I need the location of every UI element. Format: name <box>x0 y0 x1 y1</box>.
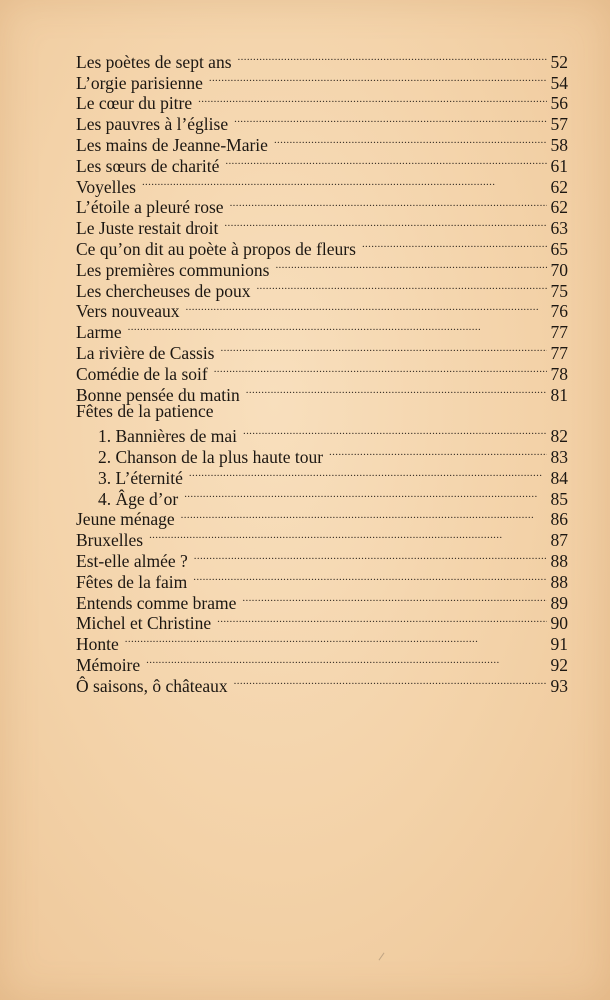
toc-entry-title: Les sœurs de charité <box>76 155 220 176</box>
toc-entry <box>76 193 568 218</box>
dot-leader <box>194 546 547 567</box>
dot-leader <box>275 255 546 276</box>
toc-entry-title: Est-elle almée ? <box>76 550 188 571</box>
toc-entry <box>76 338 568 363</box>
dot-leader <box>225 151 546 172</box>
toc-section-title: Fêtes de la patience <box>76 400 214 421</box>
toc-entry-title: Fêtes de la faim <box>76 571 188 592</box>
toc-entry-title: Les poètes de sept ans <box>76 51 232 72</box>
toc-entry-title: Mémoire <box>76 654 141 675</box>
dot-leader <box>186 297 547 318</box>
dot-leader <box>246 380 547 401</box>
toc-entry-page: 82 <box>550 426 568 447</box>
toc-entry-page: 65 <box>550 238 568 259</box>
dot-leader <box>274 130 547 151</box>
toc-entry <box>76 671 568 696</box>
toc-entry-title: Honte <box>76 634 119 655</box>
dot-leader <box>146 650 546 671</box>
toc-entry-page: 77 <box>550 342 568 363</box>
toc-entry-page: 54 <box>550 72 568 93</box>
toc-entry-page: 88 <box>550 571 568 592</box>
dot-leader <box>238 47 547 68</box>
toc-entry-page: 77 <box>550 322 568 343</box>
dot-leader <box>217 609 546 630</box>
toc-entry <box>76 546 568 571</box>
dot-leader <box>362 234 547 255</box>
toc-entry-title: Michel et Christine <box>76 613 212 634</box>
toc-entry-page: 86 <box>550 509 568 530</box>
dot-leader <box>329 442 546 463</box>
toc-entry-page: 62 <box>550 176 568 197</box>
toc-entry-page: 92 <box>550 654 568 675</box>
toc-sub-entry <box>76 421 568 447</box>
toc-entry-title: 3. L’éternité <box>98 467 183 488</box>
dot-leader <box>224 213 546 234</box>
toc-entry-page: 61 <box>550 155 568 176</box>
dot-leader <box>214 359 547 380</box>
toc-entry-title: Larme <box>76 322 122 343</box>
toc-entry-title: Ô saisons, ô châteaux <box>76 675 228 696</box>
table-of-contents <box>76 47 568 696</box>
toc-entry-page: 93 <box>550 675 568 696</box>
toc-section-heading <box>76 401 568 422</box>
toc-entry-page: 52 <box>550 51 568 72</box>
dot-leader <box>193 567 546 588</box>
toc-entry-title: Comédie de la soif <box>76 363 208 384</box>
toc-entry-page: 76 <box>550 301 568 322</box>
toc-entry-title: Le Juste restait droit <box>76 218 219 239</box>
toc-entry <box>76 629 568 655</box>
toc-entry <box>76 525 568 551</box>
toc-entry-title: Entends comme brame <box>76 592 237 613</box>
dot-leader <box>209 68 547 89</box>
dot-leader <box>184 484 546 505</box>
toc-entry-title: Bruxelles <box>76 530 144 551</box>
toc-entry-page: 85 <box>550 488 568 509</box>
toc-entry-title: 2. Chanson de la plus haute tour <box>98 446 324 467</box>
toc-entry-title: La rivière de Cassis <box>76 342 215 363</box>
dot-leader <box>128 317 547 338</box>
toc-entry-title: Les pauvres à l’église <box>76 114 229 135</box>
toc-entry <box>76 172 568 197</box>
toc-entry-title: Vers nouveaux <box>76 301 180 322</box>
toc-entry-title: L’étoile a pleuré rose <box>76 197 224 218</box>
toc-entry-title: L’orgie parisienne <box>76 72 203 93</box>
pencil-mark <box>379 953 385 961</box>
toc-entry-page: 87 <box>550 530 568 551</box>
toc-entry-page: 83 <box>550 446 568 467</box>
toc-entry <box>76 650 568 675</box>
toc-entry-title: Les mains de Jeanne-Marie <box>76 134 268 155</box>
toc-entry-page: 81 <box>550 384 568 405</box>
dot-leader <box>142 172 547 193</box>
toc-entry-page: 89 <box>550 592 568 613</box>
dot-leader <box>242 588 546 609</box>
toc-entry-title: Les premières communions <box>76 259 270 280</box>
toc-entry <box>76 47 568 72</box>
dot-leader <box>198 89 546 110</box>
dot-leader <box>189 463 547 484</box>
toc-entry-page: 75 <box>550 280 568 301</box>
dot-leader <box>125 629 547 650</box>
toc-entry-page: 91 <box>550 634 568 655</box>
toc-entry <box>76 317 568 343</box>
dot-leader <box>221 338 547 359</box>
toc-entry-page: 88 <box>550 550 568 571</box>
toc-entry-title: Les chercheuses de poux <box>76 280 251 301</box>
dot-leader <box>234 671 547 692</box>
dot-leader <box>256 276 546 297</box>
toc-entry-page: 58 <box>550 134 568 155</box>
toc-entry-page: 56 <box>550 93 568 114</box>
toc-entry-title: 4. Âge d’or <box>98 488 179 509</box>
dot-leader <box>234 109 546 130</box>
toc-entry-page: 63 <box>550 218 568 239</box>
toc-entry-page: 84 <box>550 467 568 488</box>
toc-entry-title: Le cœur du pitre <box>76 93 193 114</box>
toc-entry-page: 78 <box>550 363 568 384</box>
toc-entry-page: 90 <box>550 613 568 634</box>
toc-entry-title: Jeune ménage <box>76 509 175 530</box>
toc-entry-title: Ce qu’on dit au poète à propos de fleurs <box>76 238 356 259</box>
dot-leader <box>243 421 547 442</box>
dot-leader <box>181 505 547 526</box>
toc-entry-title: Voyelles <box>76 176 136 197</box>
toc-entry-title: 1. Bannières de mai <box>98 426 237 447</box>
dot-leader <box>149 525 546 546</box>
toc-entry-page: 70 <box>550 259 568 280</box>
dot-leader <box>230 193 547 214</box>
toc-entry-title: Bonne pensée du matin <box>76 384 240 405</box>
toc-entry-page: 57 <box>550 114 568 135</box>
toc-entry-page: 62 <box>550 197 568 218</box>
